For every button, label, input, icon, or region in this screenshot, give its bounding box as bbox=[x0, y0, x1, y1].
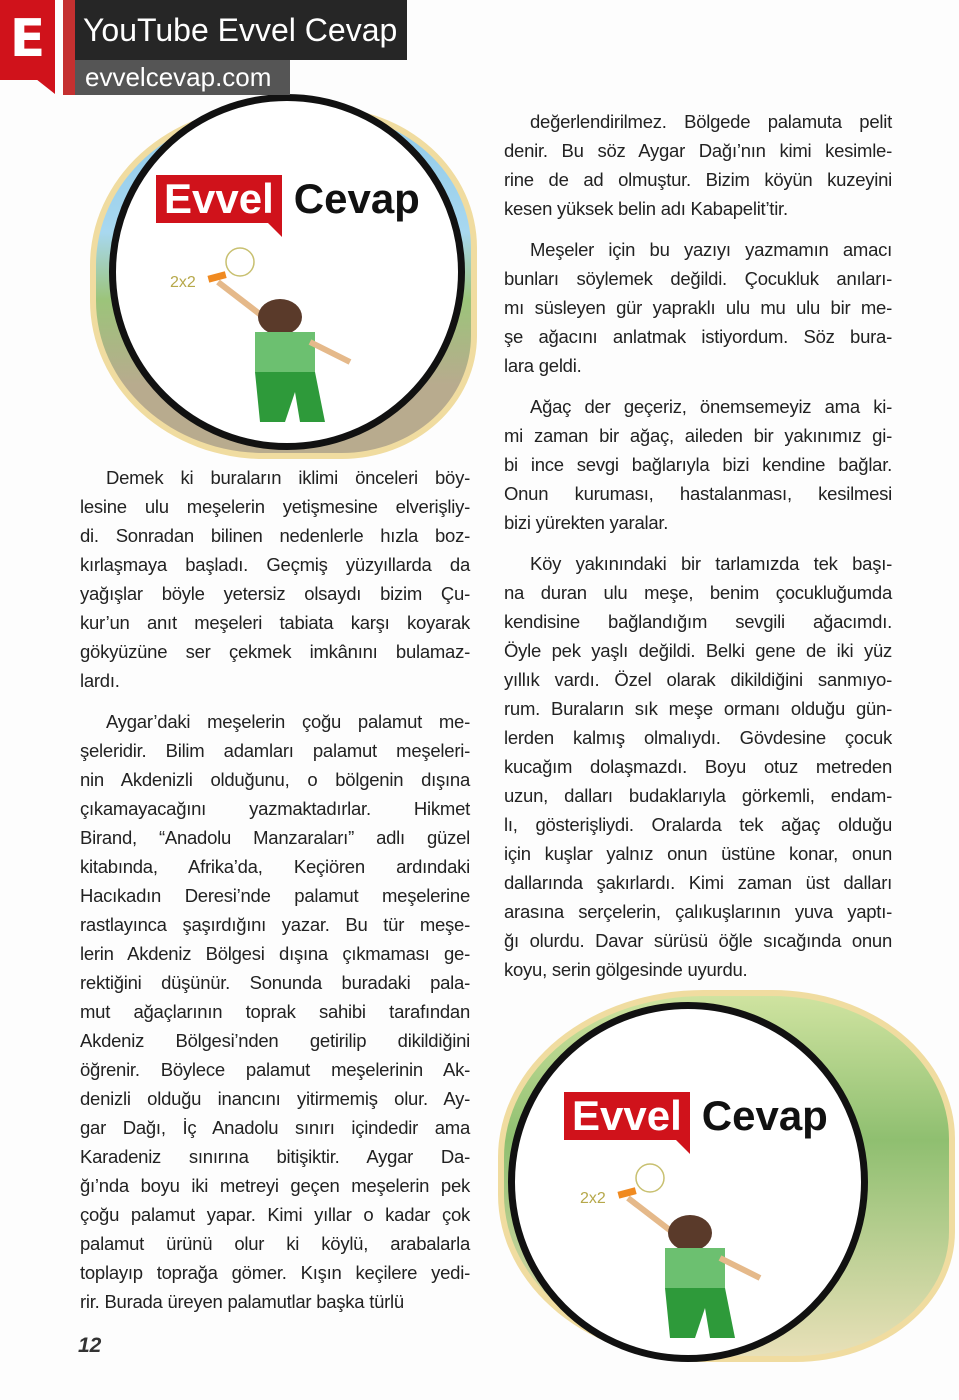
text-line: Aygar’daki meşelerin çoğu palamut me- bbox=[106, 711, 470, 732]
text-line: Akdeniz Bölgesi’nden getirilip dikildiğini bbox=[80, 1030, 470, 1051]
boy-drawing-icon bbox=[170, 242, 370, 432]
text-line: rine de ad olmuştur. Bizim köyün kuzeyini bbox=[504, 169, 892, 190]
text-line: çoğu palamut yapar. Kimi yıllar o kadar çok bbox=[80, 1204, 470, 1225]
text-line: kesen yüksek belin adı Kabapelit’tir. bbox=[504, 198, 788, 219]
text-line: için kuşlar yalnız onun üstüne konar, onun bbox=[504, 843, 892, 864]
text-line: nin Akdenizli olduğunu, o bölgenin dışına bbox=[80, 769, 470, 790]
right-text-column bbox=[504, 107, 892, 984]
text-line: uzun, dalları budaklarıyla görkemli, endam- bbox=[504, 785, 892, 806]
text-line: palamut ürünü olur ki köylü, arabalarla bbox=[80, 1233, 470, 1254]
text-line: kırlaşmaya başladı. Geçmiş yüzyıllarda da bbox=[80, 554, 470, 575]
doodle-text: 2x2 bbox=[580, 1190, 606, 1207]
logo-red-word: Evvel bbox=[564, 1092, 690, 1140]
text-line: lerden kalmış olmalıydı. Gövdesine çocuk bbox=[504, 727, 892, 748]
paragraph bbox=[504, 235, 892, 380]
text-line: Köy yakınındaki bir tarlamızda tek başı- bbox=[530, 553, 892, 574]
text-line: öğrenir. Böylece palamut meşelerinin Ak- bbox=[80, 1059, 470, 1080]
text-line: kucağım dolaşmazdı. Boyu otuz metreden bbox=[504, 756, 892, 777]
text-line: kendisine bağlandığım sevgili ağacımdı. bbox=[504, 611, 892, 632]
text-line: yağışlar böyle yetersiz olsaydı bizim Çu- bbox=[80, 583, 470, 604]
paragraph bbox=[80, 707, 470, 1316]
text-line: gökyüzüne ser çekmek imkânını bulamaz- bbox=[80, 641, 470, 662]
paragraph bbox=[504, 549, 892, 984]
text-line: koyu, serin gölgesinde uyurdu. bbox=[504, 959, 748, 980]
logo-black-word: Cevap bbox=[701, 1092, 828, 1139]
text-line: lerin Akdeniz Bölgesi dışına çıkmaması ge- bbox=[80, 943, 470, 964]
boy-drawing-icon bbox=[580, 1158, 780, 1348]
text-line: şeleridir. Bilim adamları palamut meşeleri- bbox=[80, 740, 470, 761]
text-line: rir. Burada üreyen palamutlar başka türlü bbox=[80, 1291, 404, 1312]
text-line: Meşeler için bu yazıyı yazmamın amacı bbox=[530, 239, 892, 260]
text-line: Hacıkadın Deresi’nde palamut meşelerine bbox=[80, 885, 470, 906]
text-line: lardı. bbox=[80, 670, 120, 691]
text-line: toplayıp toprağa gömer. Kışın keçilere yedi- bbox=[80, 1262, 470, 1283]
text-line: mut ağaçlarının toprak sahibi tarafından bbox=[80, 1001, 470, 1022]
text-line: yıllık vardı. Özel olarak dikildiğini sanmıyo- bbox=[504, 669, 892, 690]
text-line: rum. Buraların sık meşe ormanı olduğu gün- bbox=[504, 698, 892, 719]
paragraph bbox=[80, 463, 470, 695]
evvel-logo-icon: E bbox=[0, 0, 55, 80]
text-line: şe ağacını anlatmak istiyordum. Söz bura- bbox=[504, 326, 892, 347]
left-text-column bbox=[80, 463, 470, 1316]
text-line: na duran ulu meşe, benim çocukluğumda bbox=[504, 582, 892, 603]
paragraph bbox=[504, 107, 892, 223]
text-line: gar Dağı, İç Anadolu sınırı içindedir ama bbox=[80, 1117, 470, 1138]
logo-red-word: Evvel bbox=[156, 175, 282, 223]
logo-black-word: Cevap bbox=[293, 175, 420, 222]
text-line: Öyle pek yaşlı değildi. Belki gene de iki yüz bbox=[504, 640, 892, 661]
text-line: çıkamayacağını yazmaktadırlar. Hikmet bbox=[80, 798, 470, 819]
text-line: bunları söylemek değildi. Çocukluk anıları- bbox=[504, 268, 892, 289]
text-line: mı süsleyen gür yapraklı ulu mu ulu bir me- bbox=[504, 297, 892, 318]
header-stripe bbox=[63, 0, 75, 95]
text-line: lara geldi. bbox=[504, 355, 582, 376]
text-line: kitabında, Afrika’da, Keçiören ardındaki bbox=[80, 856, 470, 877]
text-line: denir. Bu söz Aygar Dağı’nın kimi kesimle- bbox=[504, 140, 892, 161]
text-line: rastlayınca şaşırdığını yazar. Bu tür meşe- bbox=[80, 914, 470, 935]
text-line: bi ince sevgi bağlarıyla bizi kendine bağlar. bbox=[504, 454, 892, 475]
text-line: rektiğini düşünür. Sonunda buradaki pala- bbox=[80, 972, 470, 993]
channel-title: YouTube Evvel Cevap bbox=[75, 0, 407, 60]
text-line: Onun kuruması, hastalanması, kesilmesi bbox=[504, 483, 892, 504]
illustration-top bbox=[90, 97, 475, 462]
text-line: ğı’nda boyu iki metreyi geçen meşelerin pek bbox=[80, 1175, 470, 1196]
text-line: değerlendirilmez. Bölgede palamuta pelit bbox=[530, 111, 892, 132]
evvel-cevap-logo bbox=[156, 175, 420, 223]
text-line: kur’un anıt meşeleri tabiata karşı koyarak bbox=[80, 612, 470, 633]
text-line: lesine ulu meşelerin yetişmesine elverişliy- bbox=[80, 496, 470, 517]
text-line: denizli olduğu inancını yitirmemiş olur. Ay- bbox=[80, 1088, 470, 1109]
paragraph bbox=[504, 392, 892, 537]
text-line: lı, gösterişliydi. Oralarda tek ağaç olduğu bbox=[504, 814, 892, 835]
doodle-text: 2x2 bbox=[170, 274, 196, 291]
text-line: Birand, “Anadolu Manzaraları” adlı güzel bbox=[80, 827, 470, 848]
illustration-bottom bbox=[498, 990, 958, 1370]
text-line: di. Sonradan bilinen nedenlerle hızla boz- bbox=[80, 525, 470, 546]
site-link[interactable]: evvelcevap.com bbox=[75, 60, 290, 95]
page-number: 12 bbox=[78, 1334, 102, 1357]
text-line: bizi yürekten yaralar. bbox=[504, 512, 669, 533]
text-line: dallarında şakırlardı. Kimi zaman üst dalları bbox=[504, 872, 892, 893]
text-line: Ağaç der geçeriz, önemsemeyiz ama ki- bbox=[530, 396, 892, 417]
text-line: ğı olurdu. Davar sürüsü öğle sıcağında onun bbox=[504, 930, 892, 951]
text-line: Karadeniz sınırına bitişiktir. Aygar Da- bbox=[80, 1146, 470, 1167]
evvel-cevap-logo bbox=[564, 1092, 828, 1140]
text-line: arasına serçelerin, çalıkuşlarının yuva yaptı- bbox=[504, 901, 892, 922]
text-line: mi zaman bir ağaç, aileden bir yakınımız gi- bbox=[504, 425, 892, 446]
text-line: Demek ki buraların iklimi önceleri böy- bbox=[106, 467, 470, 488]
